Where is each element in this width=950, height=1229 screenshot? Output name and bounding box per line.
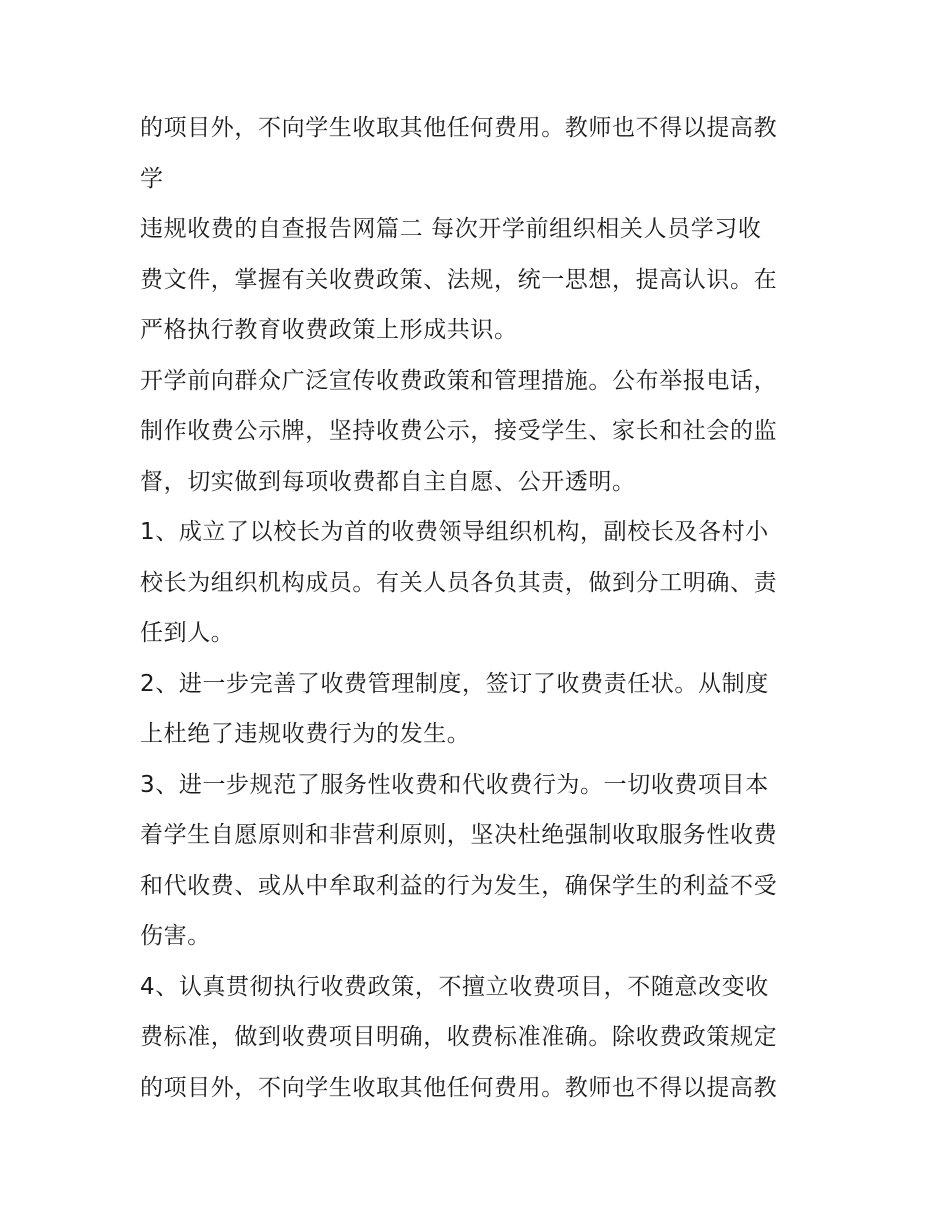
text-line: 费文件，掌握有关收费政策、法规，统一思想，提高认识。在 xyxy=(140,266,778,293)
text-line: 费标准，做到收费项目明确，收费标准准确。除收费政策规定 xyxy=(140,1024,778,1050)
text-line: 违规收费的自查报告网篇二 每次开学前组织相关人员学习收 xyxy=(140,216,762,242)
document-body xyxy=(140,103,812,1113)
text-line: 4、认真贯彻执行收费政策，不擅立收费项目，不随意改变收 xyxy=(140,973,769,1000)
text-line: 的项目外，不向学生收取其他任何费用。教师也不得以提高教 xyxy=(140,115,778,141)
paragraph-3 xyxy=(140,356,812,508)
text-line: 和代收费、或从中牟取利益的行为发生，确保学生的利益不受 xyxy=(140,872,778,899)
paragraph-6 xyxy=(140,760,812,962)
text-line: 3、进一步规范了服务性收费和代收费行为。一切收费项目本 xyxy=(140,771,769,798)
text-line: 学 xyxy=(140,165,164,192)
text-line: 制作收费公示牌，坚持收费公示，接受学生、家长和社会的监 xyxy=(140,418,778,444)
text-line: 督，切实做到每项收费都自主自愿、公开透明。 xyxy=(140,468,636,495)
text-line: 严格执行教育收费政策上形成共识。 xyxy=(140,317,518,343)
paragraph-2 xyxy=(140,204,812,356)
text-line: 着学生自愿原则和非营利原则，坚决杜绝强制收取服务性收费 xyxy=(140,822,778,848)
text-line: 开学前向群众广泛宣传收费政策和管理措施。公布举报电话， xyxy=(140,367,778,394)
paragraph-4 xyxy=(140,507,812,659)
paragraph-1 xyxy=(140,103,812,204)
text-line: 上杜绝了违规收费行为的发生。 xyxy=(140,721,471,747)
text-line: 伤害。 xyxy=(140,923,211,949)
text-line: 2、进一步完善了收费管理制度，签订了收费责任状。从制度 xyxy=(140,670,769,697)
text-line: 的项目外，不向学生收取其他任何费用。教师也不得以提高教 xyxy=(140,1074,778,1101)
text-line: 任到人。 xyxy=(140,620,235,646)
text-line: 1、成立了以校长为首的收费领导组织机构，副校长及各村小 xyxy=(140,519,769,545)
text-line: 校长为组织机构成员。有关人员各负其责，做到分工明确、责 xyxy=(140,569,778,596)
paragraph-5 xyxy=(140,659,812,760)
paragraph-7 xyxy=(140,962,812,1114)
